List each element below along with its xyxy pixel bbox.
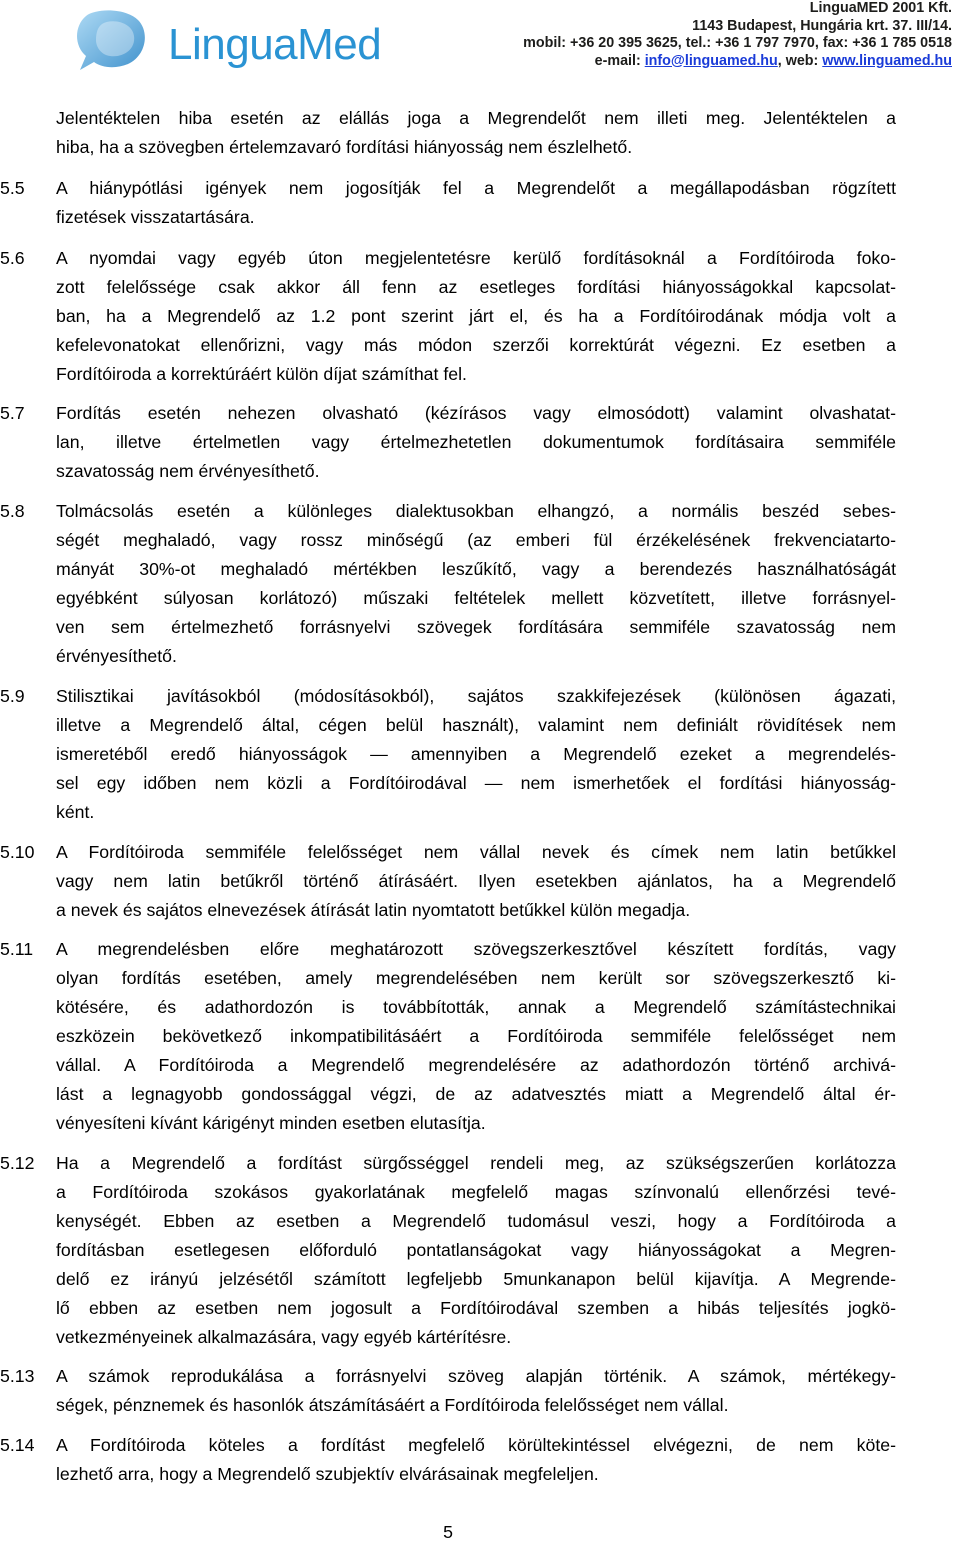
text-line: ismeretéből eredő hiányosságok — amennyiben a Megrendelő ezeket a megrendelés- bbox=[56, 744, 896, 764]
page-header bbox=[0, 0, 960, 80]
text-line: egyébként súlyosan korlátozó) műszaki feltételek mellett közvetített, illetve forrásnyel- bbox=[56, 588, 896, 608]
company-address: 1143 Budapest, Hungária krt. 37. III/14. bbox=[692, 17, 952, 34]
section-number: 5.10 bbox=[0, 842, 35, 862]
text-line: A megrendelésben előre meghatározott szövegszerkesztővel készített fordítás, vagy bbox=[56, 939, 896, 959]
section-number: 5.6 bbox=[0, 248, 25, 268]
text-line: lást a legnagyobb gondossággal végzi, de az adatvesztés miatt a Megrendelő által ér- bbox=[56, 1084, 896, 1104]
text-line: szavatosság nem érvényesíthető. bbox=[56, 461, 320, 481]
company-phones: mobil: +36 20 395 3625, tel.: +36 1 797 7970, fax: +36 1 785 0518 bbox=[523, 35, 952, 51]
text-line: lan, illetve értelmetlen vagy értelmezhetetlen dokumentumok fordításaira semmiféle bbox=[56, 432, 896, 452]
section-number: 5.14 bbox=[0, 1435, 35, 1455]
text-line: ségek, pénznemek és hasonlók átszámításáért a Fordítóiroda felelősséget nem vállal. bbox=[56, 1395, 729, 1415]
text-line: kötésére, és adathordozón is továbbították, annak a Megrendelő számítástechnikai bbox=[56, 997, 896, 1017]
text-line: vetkezményeinek alkalmazására, vagy egyéb kártérítésre. bbox=[56, 1327, 512, 1347]
text-line: delő ez irányú jelzésétől számított legfeljebb 5munkanapon belül kijavítja. A Megrende- bbox=[56, 1269, 896, 1289]
section-number: 5.5 bbox=[0, 178, 25, 198]
text-line: vényesíteni kívánt kárigényt minden esetben elutasítja. bbox=[56, 1113, 486, 1133]
text-line: ként. bbox=[56, 802, 95, 822]
text-line: fizetések visszatartására. bbox=[56, 207, 255, 227]
text-line: Fordítás esetén nehezen olvasható (kézírásos vagy elmosódott) valamint olvashatat- bbox=[56, 403, 896, 423]
text-line: olyan fordítás esetében, amely megrendelésében nem került sor szövegszerkesztő ki- bbox=[56, 968, 896, 988]
text-line: ban, ha a Megrendelő az 1.2 pont szerint járt el, és ha a Fordítóirodának módja volt a bbox=[56, 306, 896, 326]
section-number: 5.11 bbox=[0, 939, 34, 959]
text-line: A Fordítóiroda köteles a fordítást megfelelő körültekintéssel elvégezni, de nem köte- bbox=[56, 1435, 896, 1455]
text-line: A hiánypótlási igények nem jogosítják fel a Megrendelőt a megállapodásban rögzített bbox=[56, 178, 896, 198]
section-number: 5.13 bbox=[0, 1366, 35, 1386]
text-line: a Fordítóiroda szokásos gyakorlatának megfelelő magas színvonalú ellenőrzési tevé- bbox=[56, 1182, 896, 1202]
text-line: A Fordítóiroda semmiféle felelősséget nem vállal nevek és címek nem latin betűkkel bbox=[56, 842, 896, 862]
page-number: 5 bbox=[443, 1522, 453, 1542]
text-line: vállal. A Fordítóiroda a Megrendelő megrendelésére az adathordozón történő archivá- bbox=[56, 1055, 896, 1075]
text-line: Ha a Megrendelő a fordítást sürgősséggel rendeli meg, az szükségszerűen korlátozza bbox=[56, 1153, 896, 1173]
section-number: 5.12 bbox=[0, 1153, 35, 1173]
contact-block bbox=[452, 0, 952, 70]
text-line: hiba, ha a szövegben értelemzavaró fordítási hiányosság nem észlelhető. bbox=[56, 137, 633, 157]
email-link[interactable]: info@linguamed.hu bbox=[644, 52, 778, 69]
section-number: 5.7 bbox=[0, 403, 25, 423]
web-label: , web: bbox=[777, 52, 823, 69]
contact-links bbox=[452, 53, 952, 71]
text-line: a nevek és sajátos elnevezések átírását latin nyomtatott betűkkel külön megadja. bbox=[56, 900, 691, 920]
text-line: Fordítóiroda a korrektúráért külön díjat számíthat fel. bbox=[56, 364, 467, 384]
text-line: lő ebben az esetben nem jogosult a Fordítóirodával szemben a hibás teljesítés jogkö- bbox=[56, 1298, 896, 1318]
speech-bubble-logo-icon bbox=[72, 6, 168, 76]
text-line: ven sem értelmezhető forrásnyelvi szövegek fordítására semmiféle szavatosság nem bbox=[56, 617, 896, 637]
text-line: eszközein bekövetkező inkompatibilitásáért a Fordítóiroda semmiféle felelősséget nem bbox=[56, 1026, 896, 1046]
text-line: vagy nem latin betűkről történő átírásáért. Ilyen esetekben ajánlatos, ha a Megrendelő bbox=[56, 871, 896, 891]
text-line: ségét meghaladó, vagy rossz minőségű (az emberi fül érzékelésének frekvenciatarto- bbox=[56, 530, 896, 550]
linguamed-logo bbox=[72, 6, 392, 76]
text-line: A nyomdai vagy egyéb úton megjelentetésre kerülő fordításoknál a Fordítóiroda foko- bbox=[56, 248, 896, 268]
email-label: e-mail: bbox=[594, 52, 645, 69]
company-name: LinguaMED 2001 Kft. bbox=[809, 0, 952, 16]
text-line: Tolmácsolás esetén a különleges dialektusokban elhangzó, a normális beszéd sebes- bbox=[56, 501, 896, 521]
text-line: lezhető arra, hogy a Megrendelő szubjektív elvárásainak megfeleljen. bbox=[56, 1464, 599, 1484]
text-line: sel egy időben nem közli a Fordítóirodával — nem ismerhetőek el fordítási hiányosság- bbox=[56, 773, 896, 793]
section-number: 5.9 bbox=[0, 686, 25, 706]
web-link[interactable]: www.linguamed.hu bbox=[822, 52, 952, 69]
text-line: Jelentéktelen hiba esetén az elállás joga a Megrendelőt nem illeti meg. Jelentéktelen a bbox=[56, 108, 896, 128]
text-line: Stilisztikai javításokból (módosításokból), sajátos szakkifejezések (különösen ágazati, bbox=[56, 686, 896, 706]
text-line: érvényesíthető. bbox=[56, 646, 177, 666]
text-line: illetve a Megrendelő által, cégen belül használt), valamint nem definiált rövidítések nem bbox=[56, 715, 896, 735]
logo-wordmark: LinguaMed bbox=[168, 20, 382, 69]
section-number: 5.8 bbox=[0, 501, 25, 521]
text-line: kenységét. Ebben az esetben a Megrendelő tudomásul veszi, hogy a Fordítóiroda a bbox=[56, 1211, 896, 1231]
text-line: kefelevonatokat ellenőrizni, vagy más módon szerzői korrektúrát végezni. Ez esetben a bbox=[56, 335, 896, 355]
text-line: mányát 30%-ot meghaladó mértékben leszűkítő, vagy a berendezés használhatóságát bbox=[56, 559, 896, 579]
text-line: A számok reprodukálása a forrásnyelvi szöveg alapján történik. A számok, mértékegy- bbox=[56, 1366, 896, 1386]
text-line: fordításban esetlegesen előforduló pontatlanságokat vagy hiányosságokat a Megren- bbox=[56, 1240, 896, 1260]
text-line: zott felelőssége csak akkor áll fenn az esetleges fordítási hiányosságokkal kapcsolat- bbox=[56, 277, 896, 297]
